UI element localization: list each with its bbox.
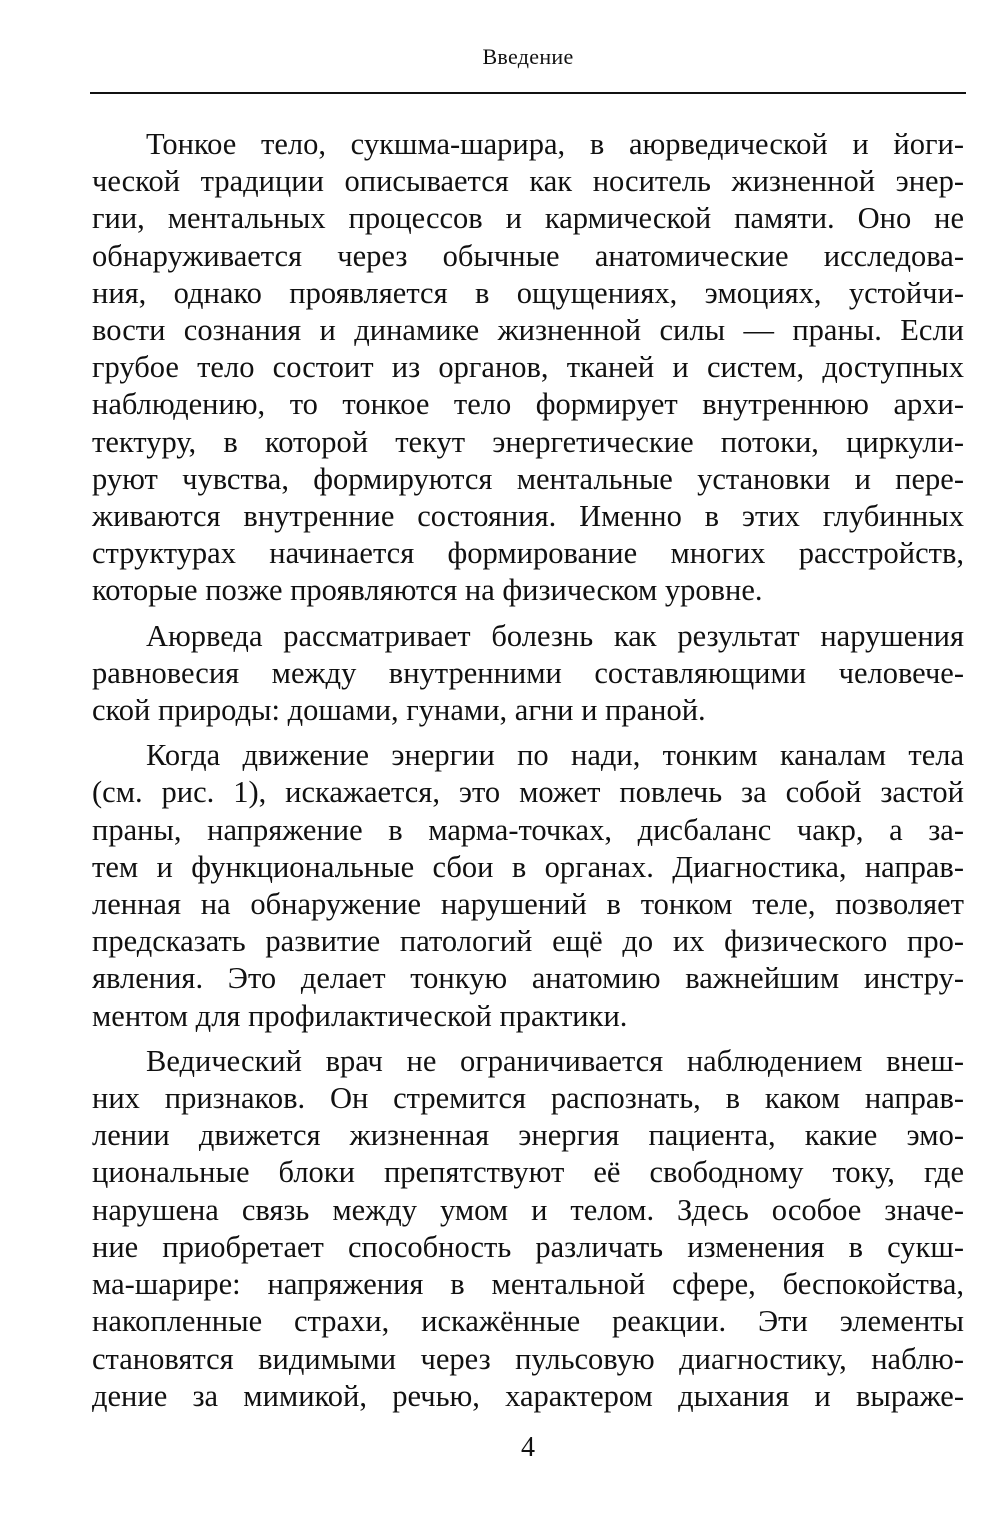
text-line: нарушена связь между умом и телом. Здесь особое значе-: [92, 1192, 964, 1227]
paragraph: [92, 737, 964, 1035]
text-line: тем и функциональные сбои в органах. Диагностика, направ-: [92, 849, 964, 884]
text-line: лении движется жизненная энергия пациента, какие эмо-: [92, 1118, 964, 1153]
text-line: Ведический врач не ограничивается наблюдением внеш-: [146, 1043, 964, 1078]
text-line: явления. Это делает тонкую анатомию важнейшим инстру-: [92, 961, 964, 996]
text-line: становятся видимыми через пульсовую диагностику, наблю-: [92, 1341, 964, 1376]
text-line: грубое тело состоит из органов, тканей и систем, доступных: [92, 350, 964, 385]
text-line: живаются внутренние состояния. Именно в этих глубинных: [92, 499, 964, 534]
text-line: обнаруживается через обычные анатомические исследова-: [92, 238, 964, 273]
paragraph: [92, 618, 964, 730]
text-line: ленная на обнаружение нарушений в тонком теле, позволяет: [92, 887, 964, 922]
header-rule: [90, 92, 966, 94]
text-line: ческой традиции описывается как носитель жизненной энер-: [92, 164, 964, 199]
text-line: ма-шарире: напряжения в ментальной сфере, беспокойства,: [92, 1267, 964, 1302]
text-line: равновесия между внутренними составляющими человече-: [92, 655, 964, 690]
text-line: вости сознания и динамике жизненной силы — праны. Если: [92, 313, 964, 348]
paragraph: [92, 1043, 964, 1415]
text-line: ментом для профилактической практики.: [92, 998, 628, 1033]
text-line: наблюдению, то тонкое тело формирует внутреннюю архи-: [92, 387, 964, 422]
text-line: Когда движение энергии по нади, тонким каналам тела: [146, 738, 964, 773]
text-line: циональные блоки препятствуют её свободному току, где: [92, 1155, 964, 1190]
text-line: ской природы: дошами, гунами, агни и праной.: [92, 693, 706, 728]
text-line: (см. рис. 1), искажается, это может повлечь за собой застой: [92, 775, 964, 810]
text-line: накопленные страхи, искажённые реакции. Эти элементы: [92, 1304, 964, 1339]
page-number: 4: [521, 1432, 535, 1463]
text-line: Тонкое тело, сукшма-шарира, в аюрведической и йоги-: [146, 127, 964, 161]
text-line: них признаков. Он стремится распознать, в каком направ-: [92, 1081, 964, 1116]
text-line: структурах начинается формирование многих расстройств,: [92, 536, 964, 571]
text-line: Аюрведа рассматривает болезнь как результат нарушения: [146, 618, 964, 653]
text-line: которые позже проявляются на физическом уровне.: [92, 573, 763, 608]
text-line: гии, ментальных процессов и кармической памяти. Оно не: [92, 201, 964, 236]
text-line: праны, напряжение в марма-точках, дисбаланс чакр, а за-: [92, 812, 964, 847]
body-text: [92, 126, 964, 1423]
text-line: предсказать развитие патологий ещё до их физического про-: [92, 924, 964, 959]
text-line: ние приобретает способность различать изменения в сукш-: [92, 1229, 964, 1264]
text-line: дение за мимикой, речью, характером дыхания и выраже-: [92, 1378, 964, 1413]
text-line: тектуру, в которой текут энергетические потоки, циркули-: [92, 424, 964, 459]
paragraph: [92, 126, 964, 610]
running-head: Введение: [482, 44, 574, 69]
text-line: руют чувства, формируются ментальные установки и пере-: [92, 461, 964, 496]
text-line: ния, однако проявляется в ощущениях, эмоциях, устойчи-: [92, 275, 964, 310]
